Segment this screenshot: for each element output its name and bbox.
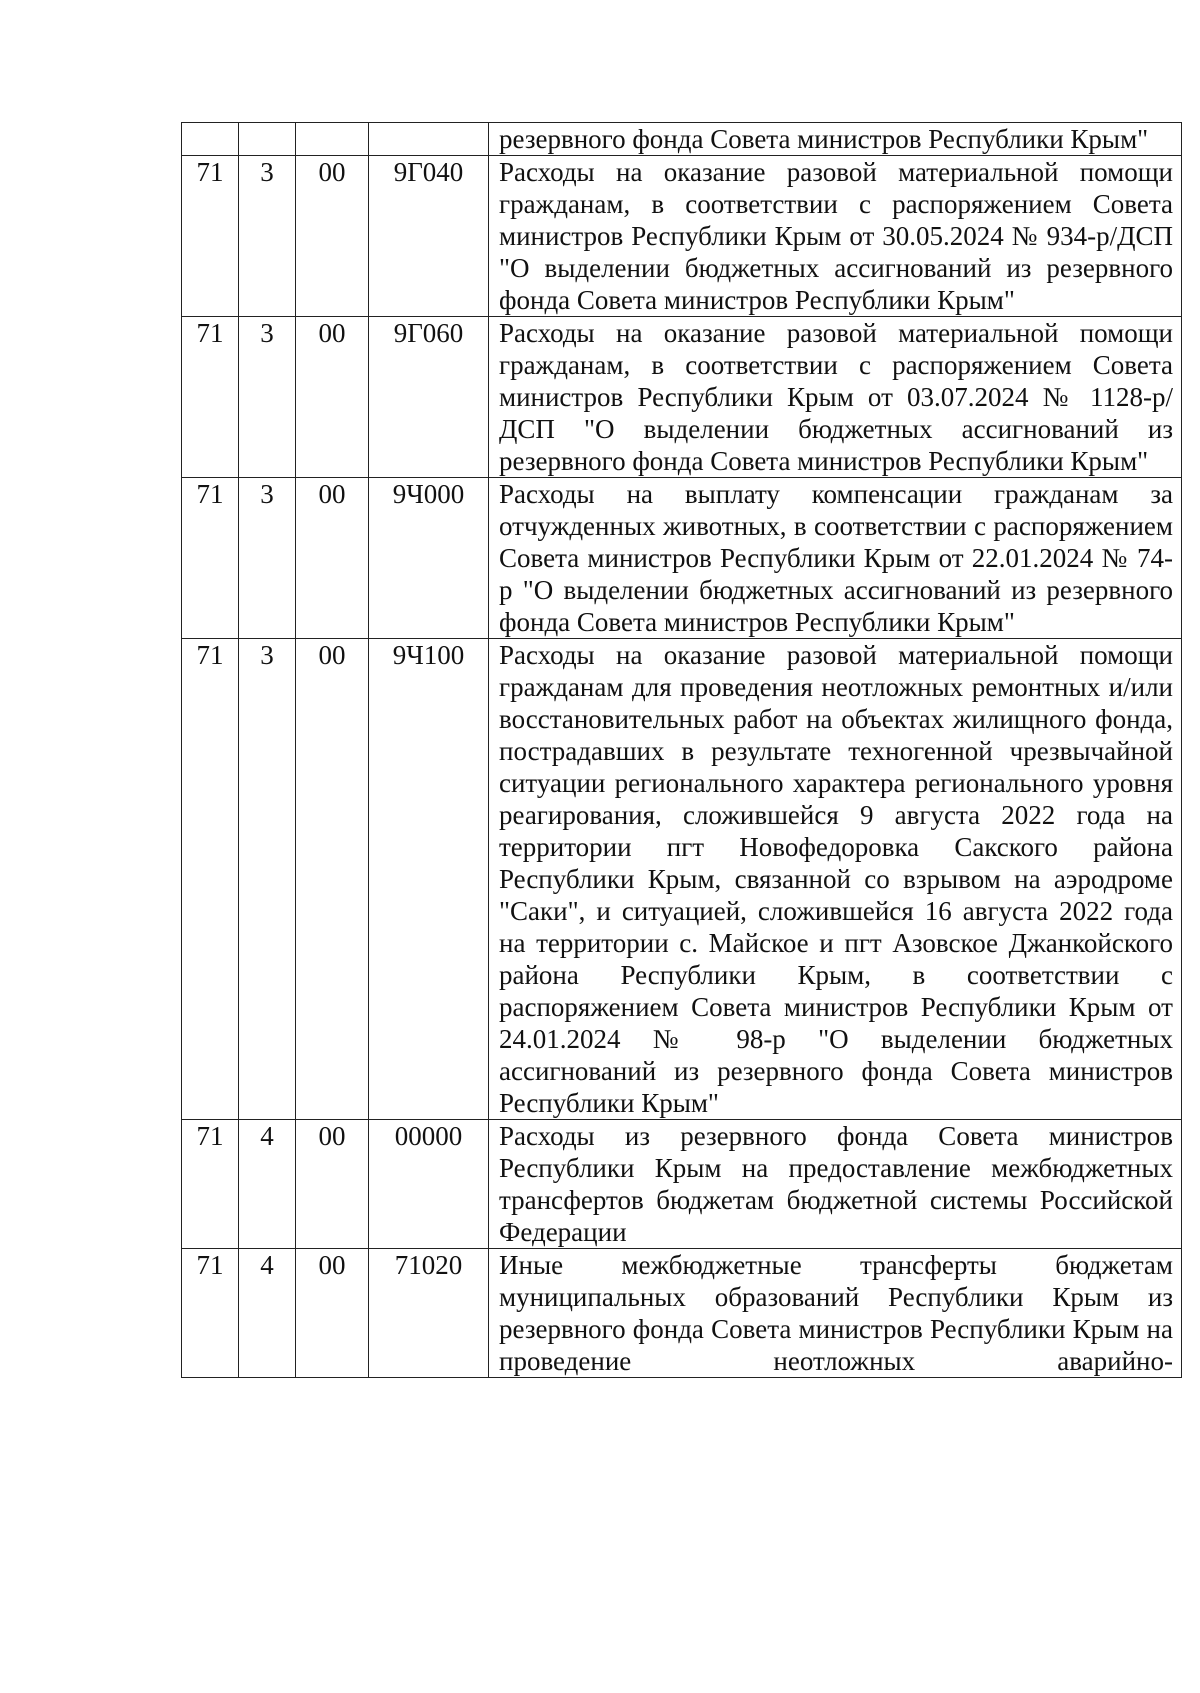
code-cell-1: 71 <box>182 1120 239 1249</box>
code-cell-3: 00 <box>296 1249 369 1378</box>
code-cell-4: 71020 <box>369 1249 489 1378</box>
description-cell: Расходы на оказание разовой материальной помощи гражданам, в соответствии с распоряжением Совета министров Республики Крым от 30.05.2024 № 934-р/ДСП "О выделении бюджетных ассигнований из резервного фонда Совета министров Республики Крым" <box>489 156 1182 317</box>
code-cell-2: 3 <box>239 478 296 639</box>
code-cell-2: 3 <box>239 639 296 1120</box>
table-row <box>182 639 1182 1120</box>
table-row <box>182 317 1182 478</box>
code-cell-1: 71 <box>182 478 239 639</box>
code-cell-2: 3 <box>239 156 296 317</box>
code-cell-4: 00000 <box>369 1120 489 1249</box>
table-row <box>182 478 1182 639</box>
budget-classification-table <box>181 122 1182 1378</box>
table-row <box>182 156 1182 317</box>
description-cell: Расходы из резервного фонда Совета министров Республики Крым на предоставление межбюджетных трансфертов бюджетам бюджетной системы Российской Федерации <box>489 1120 1182 1249</box>
code-cell-4: 9Ч100 <box>369 639 489 1120</box>
code-cell-1: 71 <box>182 317 239 478</box>
code-cell-3: 00 <box>296 317 369 478</box>
code-cell-1: 71 <box>182 1249 239 1378</box>
code-cell-1: 71 <box>182 639 239 1120</box>
code-cell-4: 9Г040 <box>369 156 489 317</box>
code-cell-2: 4 <box>239 1249 296 1378</box>
table-row <box>182 1120 1182 1249</box>
code-cell-4: 9Ч000 <box>369 478 489 639</box>
code-cell-3 <box>296 123 369 156</box>
table-row <box>182 123 1182 156</box>
code-cell-4: 9Г060 <box>369 317 489 478</box>
code-cell-1 <box>182 123 239 156</box>
code-cell-3: 00 <box>296 156 369 317</box>
code-cell-4 <box>369 123 489 156</box>
code-cell-1: 71 <box>182 156 239 317</box>
code-cell-3: 00 <box>296 1120 369 1249</box>
description-cell: Расходы на выплату компенсации гражданам за отчужденных животных, в соответствии с распоряжением Совета министров Республики Крым от 22.01.2024 № 74-р "О выделении бюджетных ассигнований из резервного фонда Совета министров Республики Крым" <box>489 478 1182 639</box>
description-cell: Иные межбюджетные трансферты бюджетам муниципальных образований Республики Крым из резервного фонда Совета министров Республики Крым на проведение неотложных аварийно- <box>489 1249 1182 1378</box>
description-cell: Расходы на оказание разовой материальной помощи гражданам, в соответствии с распоряжением Совета министров Республики Крым от 03.07.2024 № 1128-р/ДСП "О выделении бюджетных ассигнований из резервного фонда Совета министров Республики Крым" <box>489 317 1182 478</box>
code-cell-3: 00 <box>296 639 369 1120</box>
description-cell: резервного фонда Совета министров Республики Крым" <box>489 123 1182 156</box>
code-cell-2 <box>239 123 296 156</box>
table-row <box>182 1249 1182 1378</box>
code-cell-2: 3 <box>239 317 296 478</box>
description-cell: Расходы на оказание разовой материальной помощи гражданам для проведения неотложных ремонтных и/или восстановительных работ на объектах жилищного фонда, пострадавших в результате техногенной чрезвычайной ситуации регионального характера регионального уровня реагирования, сложившейся 9 августа 2022 года на территории пгт Новофедоровка Сакского района Республики Крым, связанной со взрывом на аэродроме "Саки", и ситуацией, сложившейся 16 августа 2022 года на территории с. Майское и пгт Азовское Джанкойского района Республики Крым, в соответствии с распоряжением Совета министров Республики Крым от 24.01.2024 № 98-р "О выделении бюджетных ассигнований из резервного фонда Совета министров Республики Крым" <box>489 639 1182 1120</box>
code-cell-2: 4 <box>239 1120 296 1249</box>
code-cell-3: 00 <box>296 478 369 639</box>
